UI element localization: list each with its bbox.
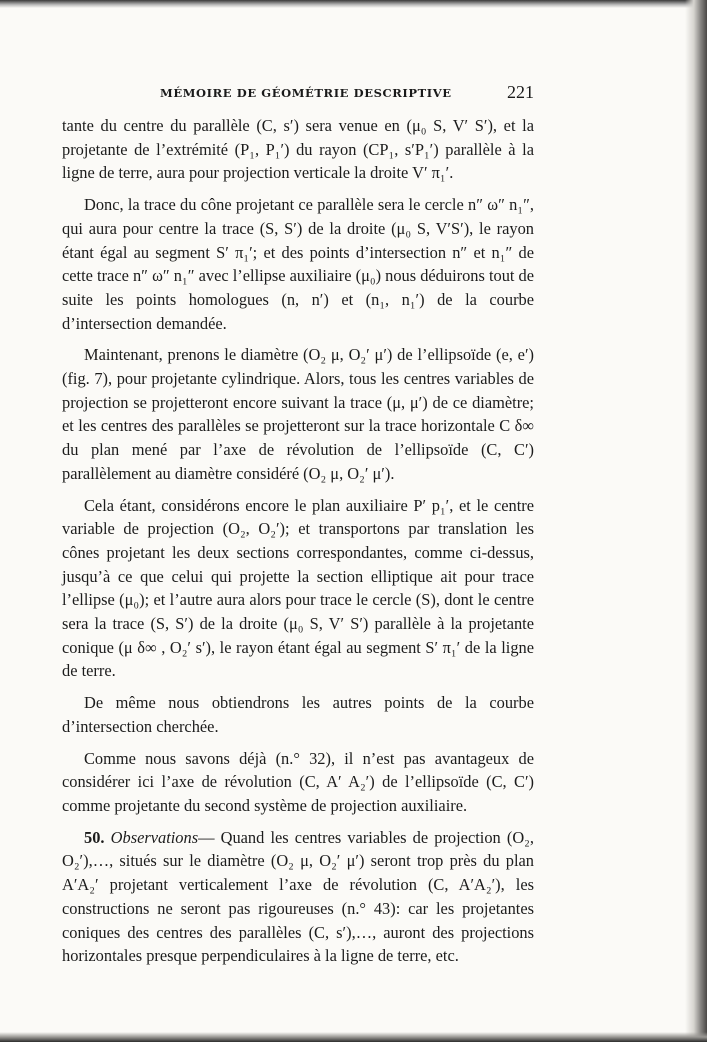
page-body — [62, 114, 534, 976]
paragraph: De même nous obtiendrons les autres points de la courbe d’intersection cherchée. — [62, 693, 534, 736]
section-title: Observations — [110, 827, 199, 847]
paragraph: Comme nous savons déjà (n.° 32), il n’est pas avantageux de considérer ici l’axe de révolution (C, A′ A₂′) de l’ellipsoïde (C, C′) comme projetante du second système de projection auxiliaire. — [62, 748, 534, 815]
running-header — [62, 82, 534, 104]
page-right-edge — [685, 0, 707, 1042]
paragraph: Donc, la trace du cône projetant ce parallèle sera le cercle n″ ω″ n₁″, qui aura pour centre la trace (S, S′) de la droite (μ₀ S, V′S′), le rayon étant égal au segment S′ π₁′; et des points d’intersection n″ et n₁″ de cette trace n″ ω″ n₁″ avec l’ellipse auxiliaire (μ₀) nous déduirons tout de suite les points homologues (n, n′) et (n₁, n₁′) de la courbe d’intersection demandée. — [62, 195, 535, 333]
page-top-edge — [0, 0, 707, 8]
page-number: 221 — [507, 82, 534, 102]
paragraph: Maintenant, prenons le diamètre (O₂ μ, O₂′ μ′) de l’ellipsoïde (e, e′) (fig. 7), pour projetante cylindrique. Alors, tous les centres variables de projection se projetteront encore suivant la trace (μ, μ′) de ce diamètre; et les centres des parallèles se projetteront sur la trace horizontale C δ∞ du plan mené par l’axe de révolution de l’ellipsoïde (C, C′) parallèlement au diamètre considéré (O₂ μ, O₂′ μ′). — [62, 345, 534, 483]
section-text: — Quand les centres variables de projection (O₂, O₂′),…, situés sur le diamètre (O₂ μ, O₂′ μ′) seront trop près du plan A′A₂′ projetant verticalement l’axe de révolution (C, A′A₂′), les constructions ne seront pas rigoureuses (n.° 43): car les projetantes coniques des centres des parallèles (C, s′),…, auront des projections horizontales presque perpendiculaires à la ligne de terre, etc. — [62, 827, 534, 966]
paragraph: Cela étant, considérons encore le plan auxiliaire P′ p₁′, et le centre variable de projection (O₂, O₂′); et transportons par translation les cônes projetant les deux sections correspondantes, comme ci-dessus, jusqu’à ce que celui qui projette la section elliptique ait pour trace l’ellipse (μ₀); et l’autre aura alors pour trace le cercle (S), dont le centre sera la trace (S, S′) de la droite (μ₀ S, V′ S′) parallèle à la projetante conique (μ δ∞ , O₂′ s′), le rayon étant égal au segment S′ π₁′ de la ligne de terre. — [62, 495, 534, 681]
section-number: 50. — [84, 827, 105, 847]
section-paragraph — [62, 826, 534, 968]
running-title: MÉMOIRE DE GÉOMÉTRIE DESCRIPTIVE — [160, 86, 452, 100]
paragraph: tante du centre du parallèle (C, s′) sera venue en (μ₀ S, V′ S′), et la projetante de l’extrémité (P₁, P₁′) du rayon (CP₁, s′P₁′) parallèle à la ligne de terre, aura pour projection verticale la droite V′ π₁′. — [62, 116, 534, 183]
page-bottom-edge — [0, 1032, 707, 1042]
